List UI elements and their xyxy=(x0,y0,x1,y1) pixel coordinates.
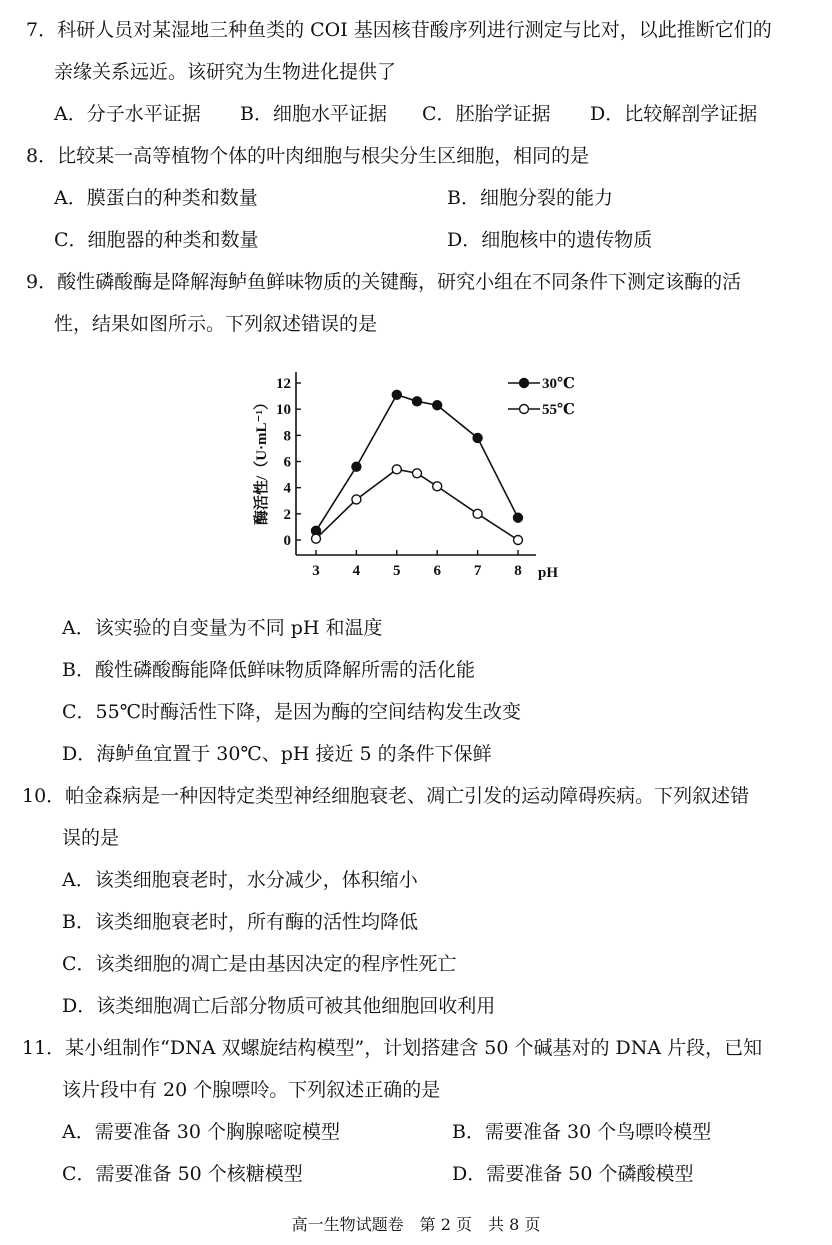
legend-marker xyxy=(520,379,529,388)
data-point xyxy=(433,401,442,410)
q9-stem-line1: 9．酸性磷酸酶是降解海鲈鱼鲜味物质的关键酶，研究小组在不同条件下测定该酶的活 xyxy=(26,271,742,293)
q9-stem-line2: 性，结果如图所示。下列叙述错误的是 xyxy=(54,313,378,335)
x-tick-label: 6 xyxy=(433,563,441,579)
q11-option-d: D．需要准备 50 个磷酸模型 xyxy=(452,1163,694,1185)
x-tick-label: 5 xyxy=(393,563,401,579)
series-line xyxy=(316,395,518,531)
data-point xyxy=(352,495,361,504)
q11-option-c: C．需要准备 50 个核糖模型 xyxy=(62,1163,303,1185)
chart-root xyxy=(252,372,575,581)
x-tick-label: 7 xyxy=(473,563,482,579)
q9-option-c: C．55℃时酶活性下降，是因为酶的空间结构发生改变 xyxy=(62,701,521,723)
y-tick-label: 0 xyxy=(283,533,291,549)
q11-stem-line2: 该片段中有 20 个腺嘌呤。下列叙述正确的是 xyxy=(62,1079,441,1101)
x-tick-label: 3 xyxy=(312,563,320,579)
q7-stem-line1: 7．科研人员对某湿地三种鱼类的 COI 基因核苷酸序列进行测定与比对，以此推断它们的 xyxy=(26,19,772,41)
q11-option-b: B．需要准备 30 个鸟嘌呤模型 xyxy=(452,1121,712,1143)
legend-marker xyxy=(520,405,529,414)
data-point xyxy=(413,469,422,478)
q11-option-a: A．需要准备 30 个胸腺嘧啶模型 xyxy=(62,1121,340,1143)
y-axis-label: 酶活性/（U·mL⁻¹） xyxy=(254,395,270,525)
q10-option-d: D．该类细胞凋亡后部分物质可被其他细胞回收利用 xyxy=(62,995,496,1017)
q10-stem-line1: 10．帕金森病是一种因特定类型神经细胞衰老、凋亡引发的运动障碍疾病。下列叙述错 xyxy=(22,785,750,807)
y-tick-label: 4 xyxy=(283,480,291,497)
q9-option-b: B．酸性磷酸酶能降低鲜味物质降解所需的活化能 xyxy=(62,659,475,681)
y-tick-label: 10 xyxy=(276,402,291,419)
q8-option-c: C．细胞器的种类和数量 xyxy=(54,229,259,251)
q7-option-b: B．细胞水平证据 xyxy=(240,103,387,125)
q9-option-a: A．该实验的自变量为不同 pH 和温度 xyxy=(62,617,383,639)
q7-option-a: A．分子水平证据 xyxy=(54,103,201,125)
y-tick-label: 2 xyxy=(283,506,291,523)
page-footer: 高一生物试题卷 第 2 页 共 8 页 xyxy=(291,1215,541,1234)
q8-option-d: D．细胞核中的遗传物质 xyxy=(447,229,653,251)
q10-option-c: C．该类细胞的凋亡是由基因决定的程序性死亡 xyxy=(62,953,457,975)
data-point xyxy=(392,390,401,399)
q9-option-d: D．海鲈鱼宜置于 30℃、pH 接近 5 的条件下保鲜 xyxy=(62,743,492,765)
q10-stem-line2: 误的是 xyxy=(62,827,120,849)
q8-option-a: A．膜蛋白的种类和数量 xyxy=(54,187,258,209)
data-point xyxy=(312,534,321,543)
y-tick-label: 6 xyxy=(283,454,291,471)
legend-label: 30℃ xyxy=(542,376,575,392)
data-point xyxy=(433,482,442,491)
data-point xyxy=(473,433,482,442)
q8-stem-line1: 8．比较某一高等植物个体的叶肉细胞与根尖分生区细胞，相同的是 xyxy=(26,145,590,167)
series-line xyxy=(316,469,518,540)
q10-option-b: B．该类细胞衰老时，所有酶的活性均降低 xyxy=(62,911,418,933)
y-tick-label: 12 xyxy=(276,376,291,392)
q7-option-c: C．胚胎学证据 xyxy=(422,103,551,125)
q11-stem-line1: 11．某小组制作“DNA 双螺旋结构模型”，计划搭建含 50 个碱基对的 DNA 片段，已知 xyxy=(22,1037,763,1059)
y-tick-label: 8 xyxy=(283,428,291,445)
data-point xyxy=(473,509,482,518)
q10-option-a: A．该类细胞衰老时，水分减少，体积缩小 xyxy=(62,869,418,891)
x-tick-label: 8 xyxy=(514,563,522,579)
data-point xyxy=(413,397,422,406)
data-point xyxy=(514,536,523,545)
q7-option-d: D．比较解剖学证据 xyxy=(590,103,758,125)
q8-option-b: B．细胞分裂的能力 xyxy=(447,187,613,209)
q7-stem-line2: 亲缘关系远近。该研究为生物进化提供了 xyxy=(54,61,397,83)
legend-label: 55℃ xyxy=(542,402,575,418)
x-tick-label: 4 xyxy=(352,563,361,579)
data-point xyxy=(352,462,361,471)
x-axis-label: pH xyxy=(538,565,559,581)
data-point xyxy=(514,513,523,522)
data-point xyxy=(392,465,401,474)
enzyme-activity-chart xyxy=(0,350,832,590)
